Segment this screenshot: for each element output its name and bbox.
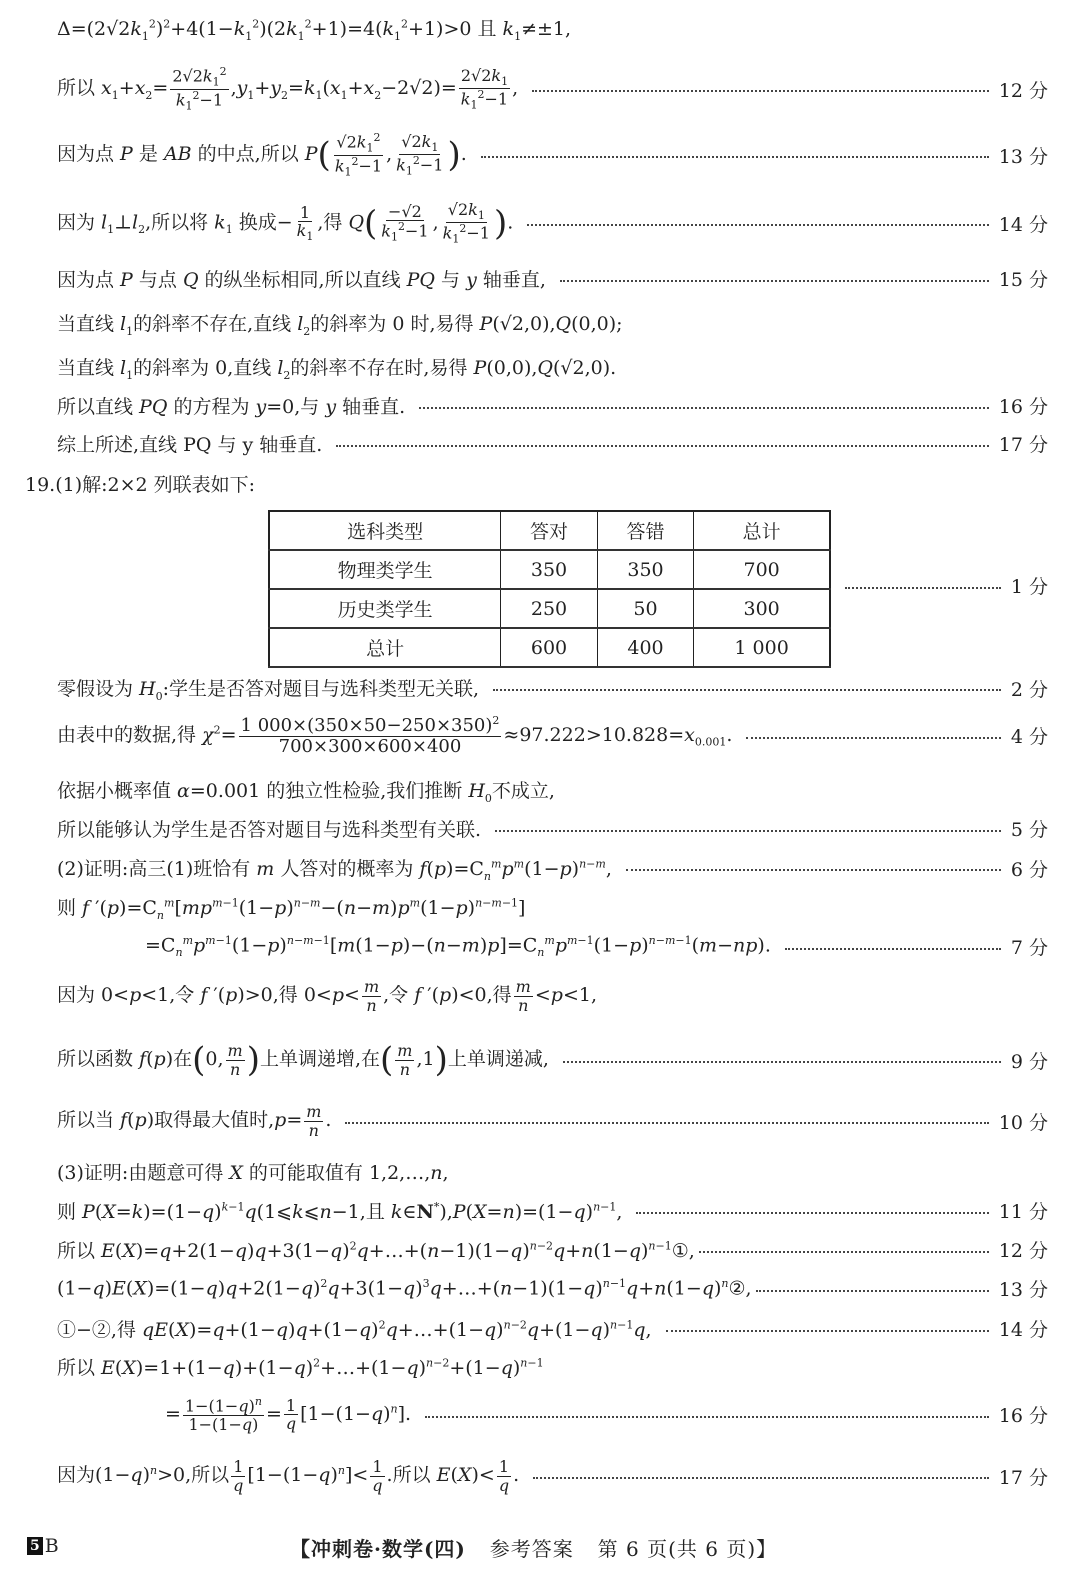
table-cell: 400 [597,628,693,667]
math-text: 因为 0<p<1,令 f ′(p)>0,得 0<p< $\frac{m}{n}$ ,令 f ′(p)<0,得 $\frac{m}{n}$ <p<1, [57,977,597,1015]
question-heading [25,470,1048,497]
table-header-cell: 答错 [597,511,693,550]
text: 所以直线 PQ 的方程为 y=0,与 y 轴垂直. [57,396,406,418]
answer-line [57,14,1048,43]
answer-line [57,430,1048,457]
math-text: 因为 $l_1\perp l_2$,所以将 $k_1$ 换成− $\frac{1}{k_1}$ ,得 Q( $\frac{-√2}{k_1^2-1}$ , $\frac{√2k_1}{k_1^2-1}$ ). [57,200,514,246]
table-cell: 总计 [269,628,501,667]
math-text: 因为$(1-q)^n>0$,所以 $\frac{1}{q}$ $[1-(1-q)^n]<$ $\frac{1}{q}$ .所以 E(X)< $\frac{1}{q}$ . [57,1457,520,1495]
table-header-cell: 选科类型 [269,511,501,550]
answer-line [57,132,1048,178]
score-label: 17 分 [998,1466,1048,1489]
dot-leader [785,948,1001,950]
table-cell: 物理类学生 [269,550,501,589]
score-label: 16 分 [998,1405,1048,1428]
dot-leader [533,1477,989,1479]
dot-leader [336,445,988,447]
text: 所以能够认为学生是否答对题目与选科类型有关联. [57,819,482,841]
math-text: 因为点 P 是 AB 的中点,所以 P( $\frac{√2k_1^2}{k_1^2-1}$ , $\frac{√2k_1}{k_1^2-1}$ ). [57,131,467,179]
footer-exam-title: 【冲刺卷·数学(四) [290,1537,466,1561]
table-row [269,550,830,589]
math-text: 所以函数 f(p)在(0, $\frac{m}{n}$ )上单调递增,在( $\frac{m}{n}$ ,1)上单调递减, [57,1040,549,1080]
question-19-intro: 19.(1)解:2×2 列联表如下: [25,474,256,496]
math-text: $\Delta=(2√2k_1^2)^2+4(1-k_1^2)(2k_1^2+1)=4(k_1^2+1)>0$ 且 $k_1\ne\pm 1$, [57,17,572,43]
math-text: (2)证明:高三(1)班恰有 m 人答对的概率为 $f(p)=C_n^mp^m(1-p)^{n-m}$, [57,857,612,883]
answer-line [57,66,1048,112]
score-label: 5 分 [1010,819,1048,841]
answer-line [57,1315,1048,1342]
text: 当直线 $l_1$的斜率为 0,直线 $l_2$的斜率不存在时,易得 P(0,0),Q(√2,0). [57,357,617,382]
dot-leader [699,1251,989,1253]
score-label: 13 分 [998,145,1048,168]
answer-line [57,776,1048,805]
score-label: 17 分 [998,434,1048,456]
text: 综上所述,直线 PQ 与 y 轴垂直. [57,434,323,456]
contingency-table [268,510,831,668]
table-header-cell: 总计 [694,511,830,550]
dot-leader [626,869,1001,871]
answer-line [57,1236,1048,1263]
answer-line [57,392,1048,419]
table-cell: 600 [501,628,597,667]
dot-leader [563,1061,1001,1063]
score-label: 15 分 [998,269,1048,291]
score-label: 14 分 [998,1319,1048,1341]
score-label: 2 分 [1010,678,1048,701]
table-cell: 1 000 [694,628,830,667]
dot-leader [746,737,1000,739]
answer-line [57,674,1048,703]
table-cell: 700 [694,550,830,589]
table-cell: 50 [597,589,693,628]
version-letter: B [44,1535,59,1557]
dot-leader [493,689,1001,691]
answer-line [57,978,1048,1014]
table-cell: 历史类学生 [269,589,501,628]
math-text: 则 f $'(p)=C_n^m[mp^{m-1}(1-p)^{n-m}-(n-m)p^m(1-p)^{n-m-1}]$ [57,896,526,922]
answer-line [57,1040,1048,1080]
answer-line [57,1458,1048,1494]
answer-line [57,815,1048,842]
math-text: 所以 $E(X)=q+2(1-q)q+3(1-q)^2q+\dots+(n-1)(1-q)^{n-2}q+n(1-q)^{n-1}①$, [57,1239,695,1262]
dot-leader [527,224,989,226]
table-cell: 250 [501,589,597,628]
dot-leader [481,156,989,158]
text: (3)证明:由题意可得 X 的可能取值有 1,2,…,n, [57,1162,449,1184]
text: 因为点 P 与点 Q 的纵坐标相同,所以直线 PQ 与 y 轴垂直, [57,269,546,291]
score-label: 13 分 [998,1279,1048,1301]
dot-leader [419,407,989,409]
math-text: = $\frac{1-(1-q)^n}{1-(1-q)}$ = $\frac{1}{q}$ $[1-(1-q)^n]$. [165,1395,412,1434]
dot-leader [636,1212,988,1214]
answer-line [57,1353,1048,1380]
footer-title [290,1533,777,1562]
footer-code [27,1535,59,1557]
score-label: 1 分 [1010,576,1048,598]
table-row [269,589,830,628]
dot-leader [345,1122,988,1124]
math-text: 所以 $E(X)=1+(1-q)+(1-q)^2+\dots+(1-q)^{n-2}+(1-q)^{n-1}$ [57,1356,544,1379]
table-cell: 350 [597,550,693,589]
table-row [269,628,830,667]
answer-line [57,1158,1048,1185]
answer-line [57,1197,1048,1224]
text: 当直线 $l_1$的斜率不存在,直线 $l_2$的斜率为 0 时,易得 P(√2,0),Q(0,0); [57,313,623,338]
table-cell: 300 [694,589,830,628]
dot-leader [756,1290,989,1292]
score-label: 12 分 [998,1240,1048,1262]
answer-line [57,1275,1048,1302]
math-text: 由表中的数据,得 $\chi^2=$ $\frac{1 000\times(350\times 50-250\times 350)^2}{700\times 300\times 600\times 400}$ $\approx 97.222>10.828=x_{0.001}$. [57,714,733,757]
dot-leader [495,830,1001,832]
answer-line [57,201,1048,246]
answer-line [145,933,1048,960]
score-label: 10 分 [998,1111,1048,1134]
math-text: 所以 $x_1+x_2=$ $\frac{2√2k_1^2}{k_1^2-1}$ $,y_1+y_2=k_1(x_1+x_2-2√2)=$ $\frac{2√2k_1}{k_1^2-1}$ , [57,65,519,113]
score-label: 7 分 [1010,937,1048,959]
answer-line [845,572,1048,599]
score-label: 4 分 [1010,726,1048,749]
answer-line [57,265,1048,292]
score-label: 11 分 [998,1201,1048,1223]
footer-page-number: 第 6 页(共 6 页)】 [597,1537,778,1561]
math-text: 所以当 f(p)取得最大值时,p= $\frac{m}{n}$ . [57,1102,332,1140]
score-label: 14 分 [998,213,1048,236]
answer-line [57,1103,1048,1139]
table-cell: 350 [501,550,597,589]
answer-line [57,893,1048,922]
text: 依据小概率值 α=0.001 的独立性检验,我们推断 $H_0$不成立, [57,780,555,805]
math-text: 则 $P(X=k)=(1-q)^{k-1}q(1⩽k⩽n-1$,且 $k\in N^*),P(X=n)=(1-q)^{n-1}$, [57,1200,623,1223]
math-text: $=C_n^mp^{m-1}(1-p)^{n-m-1}[m(1-p)-(n-m)p]=C_n^mp^{m-1}(1-p)^{n-m-1}(m-np)$. [145,933,771,960]
math-text: ①−②,得 $qE(X)=q+(1-q)q+(1-q)^2q+\dots+(1-q)^{n-2}q+(1-q)^{n-1}q$, [57,1318,652,1341]
dot-leader [666,1330,989,1332]
score-label: 12 分 [998,79,1048,102]
answer-line [57,309,1048,338]
footer-subtitle: 参考答案 [489,1537,574,1561]
answer-line [57,854,1048,883]
math-text: $(1-q)E(X)=(1-q)q+2(1-q)^2q+3(1-q)^3q+\dots+(n-1)(1-q)^{n-1}q+n(1-q)^n②$, [57,1277,752,1300]
answer-line [57,715,1048,757]
score-label: 6 分 [1010,858,1048,881]
version-badge: 5 [27,1537,43,1555]
answer-line [57,353,1048,382]
dot-leader [425,1416,989,1418]
answer-line [165,1396,1048,1434]
dot-leader [532,90,989,92]
dot-leader [845,587,1001,589]
table-header-cell: 答对 [501,511,597,550]
table-header-row [269,511,830,550]
score-label: 9 分 [1010,1050,1048,1073]
dot-leader [560,280,989,282]
text: 零假设为 $H_0$:学生是否答对题目与选科类型无关联, [57,678,480,703]
score-label: 16 分 [998,396,1048,418]
